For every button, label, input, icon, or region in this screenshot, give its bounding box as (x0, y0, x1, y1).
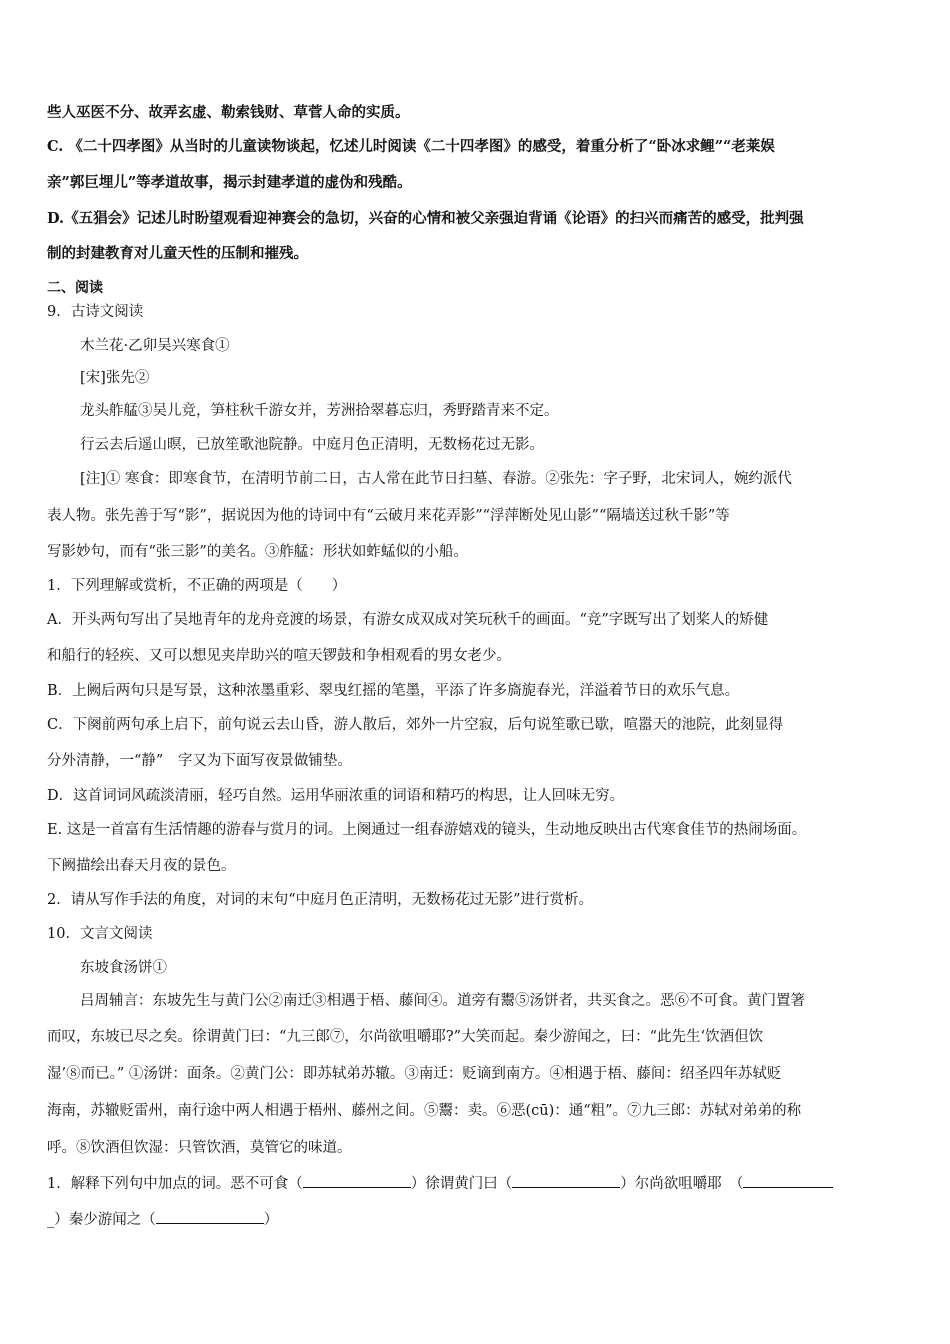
poem-note-line-2: 表人物。张先善于写“影”，据说因为他的诗词中有“云破月来花弄影”“浮萍断处见山影”“隔墙送过秋千影”等 (47, 508, 730, 524)
q1-part-e: ） (263, 1212, 279, 1228)
option-c-line-2: 亲”郭巨埋儿”等孝道故事，揭示封建孝道的虚伪和残酷。 (47, 174, 412, 191)
poem-title: 木兰花·乙卯吴兴寒食① (80, 338, 230, 354)
choice-d: D．这首词词风疏淡清丽，轻巧自然。运用华丽浓重的词语和精巧的构思，让人回味无穷。 (47, 788, 625, 804)
section-heading-reading: 二、阅读 (47, 280, 103, 296)
sub-question-10-1 (47, 1173, 833, 1194)
answer-blank-4[interactable] (156, 1209, 264, 1224)
answer-blank-1[interactable] (303, 1173, 411, 1188)
poem-line-2: 行云去后遥山暝，已放笙歌池院静。中庭月色正清明，无数杨花过无影。 (80, 437, 544, 453)
option-b-continued: 些人巫医不分、故弄玄虚、勒索钱财、草菅人命的实质。 (47, 104, 410, 121)
choice-c-line-1: C．下阕前两句承上启下，前句说云去山昏，游人散后，郊外一片空寂，后句说笙歌已歇，喧嚣天的池院，此刻显得 (47, 717, 784, 733)
choice-a-line-2: 和船行的轻疾、又可以想见夹岸助兴的喧天锣鼓和争相观看的男女老少。 (47, 648, 511, 664)
option-d-line-1: D.《五猖会》记述儿时盼望观看迎神赛会的急切，兴奋的心情和被父亲强迫背诵《论语》的扫兴而痛苦的感受，批判强 (47, 210, 804, 227)
passage-line-1: 吕周辅言：东坡先生与黄门公②南迁③相遇于梧、藤间④。道旁有鬻⑤汤饼者，共买食之。恶⑥不可食。黄门置箸 (80, 993, 805, 1009)
passage-title: 东坡食汤饼① (80, 960, 167, 976)
poem-author: [宋]张先② (80, 370, 150, 386)
choice-c-line-2: 分外清静，一“静” 字又为下面写夜景做铺垫。 (47, 753, 352, 769)
choice-e-line-1: E. 这是一首富有生活情趣的游春与赏月的词。上阕通过一组春游嬉戏的镜头，生动地反映出古代寒食佳节的热闹场面。 (47, 822, 807, 838)
poem-note-line-3: 写影妙句，而有“张三影”的美名。③舴艋：形状如蚱蜢似的小船。 (47, 544, 468, 560)
passage-line-5: 呼。⑧饮酒但饮湿：只管饮酒，莫管它的味道。 (47, 1140, 352, 1156)
sub-question-1: 1．下列理解或赏析，不正确的两项是（ ） (47, 578, 347, 594)
q1-part-b: ）徐谓黄门曰（ (410, 1176, 513, 1192)
poem-note-line-1: [注]① 寒食：即寒食节，在清明节前二日，古人常在此节日扫墓、春游。②张先：字子野，北宋词人，婉约派代 (80, 471, 792, 487)
q1-prompt: 1．解释下列句中加点的词。恶不可食（ (47, 1176, 303, 1192)
choice-b: B．上阙后两句只是写景，这种浓墨重彩、翠曳红摇的笔墨，平添了许多旖旎春光，洋溢着节日的欢乐气息。 (47, 683, 740, 699)
choice-e-line-2: 下阙描绘出春天月夜的景色。 (47, 858, 236, 874)
answer-blank-2[interactable] (512, 1173, 620, 1188)
passage-line-4: 海南，苏辙贬雷州，南行途中两人相遇于梧州、藤州之间。⑤鬻：卖。⑥恶(cū)：通“粗”。⑦九三郎：苏轼对弟弟的称 (47, 1103, 802, 1119)
q1-part-c: ）尔尚欲咀嚼耶 （ (620, 1176, 744, 1192)
passage-line-2: 而叹，东坡已尽之矣。徐谓黄门曰：“九三郎⑦，尔尚欲咀嚼耶?”大笑而起。秦少游闻之，曰：“此先生‘饮酒但饮 (47, 1029, 764, 1045)
question-9-title: 9．古诗文阅读 (47, 304, 144, 320)
choice-a-line-1: A．开头两句写出了吴地青年的龙舟竞渡的场景，有游女成双成对笑玩秋千的画面。“竞”字既写出了划桨人的矫健 (47, 612, 769, 628)
poem-line-1: 龙头舴艋③吴儿竞，笋柱秋千游女并，芳洲拾翠暮忘归，秀野踏青来不定。 (80, 403, 559, 419)
q1-part-d: _）秦少游闻之（ (47, 1212, 156, 1228)
answer-blank-3[interactable] (743, 1173, 833, 1188)
sub-question-10-1-continued (47, 1209, 278, 1230)
question-10-title: 10．文言文阅读 (47, 926, 153, 942)
option-d-line-2: 制的封建教育对儿童天性的压制和摧残。 (47, 245, 308, 262)
sub-question-2: 2．请从写作手法的角度，对词的末句“中庭月色正清明，无数杨花过无影”进行赏析。 (47, 892, 594, 908)
passage-line-3: 湿’⑧而已。” ①汤饼：面条。②黄门公：即苏轼弟苏辙。③南迁：贬谪到南方。④相遇于梧、藤间：绍圣四年苏轼贬 (47, 1066, 782, 1082)
option-c-line-1: C. 《二十四孝图》从当时的儿童读物谈起，忆述儿时阅读《二十四孝图》的感受，着重分析了“卧冰求鲤”“老莱娱 (47, 138, 775, 155)
